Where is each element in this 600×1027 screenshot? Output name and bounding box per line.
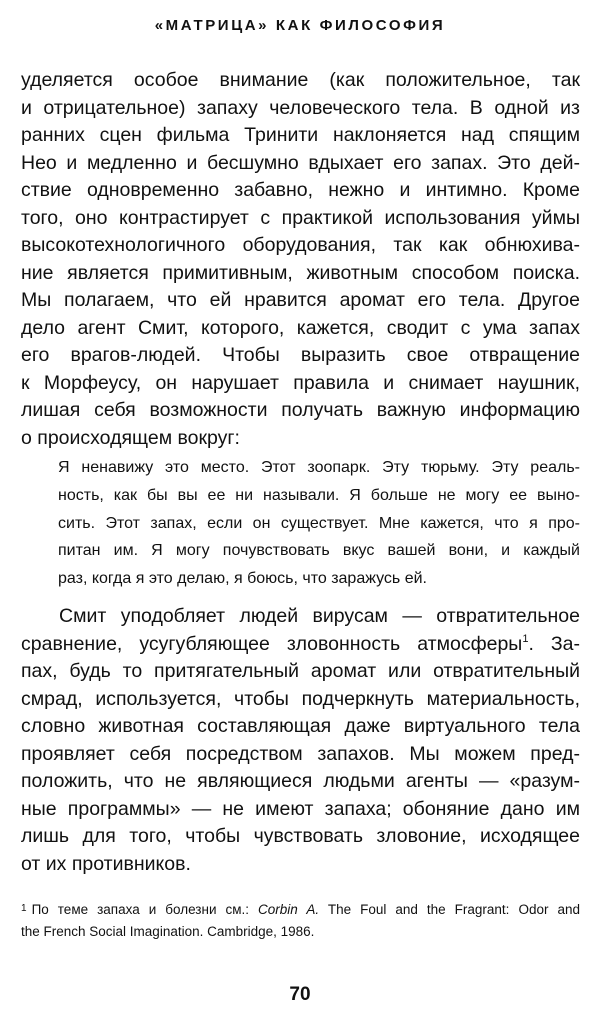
text-line [21, 631, 580, 659]
text-line: того, оно контрастирует с практикой использования уймы [21, 206, 580, 229]
text-line: его врагов-людей. Чтобы выразить свое отвращение [21, 344, 580, 366]
text-line: к Морфеусу, он нарушает правила и снимает наушник, [21, 371, 580, 394]
paragraph-1 [21, 67, 580, 452]
footnote [21, 898, 580, 943]
footnote-reference[interactable]: 1 [522, 632, 529, 645]
page-number: 70 [289, 984, 311, 1005]
footnote-text: По теме запаха и болезни см.: [31, 902, 250, 917]
quote-line: питан им. Я могу почувствовать вкус вашей вони, и каждый [58, 542, 580, 560]
text-line: смрад, используется, чтобы подчеркнуть материальность, [21, 687, 580, 710]
text-line: положить, что не являющиеся людьми агенты — «разум- [21, 770, 580, 792]
text-line: о происходящем вокруг: [21, 426, 240, 449]
footnote-line: the French Social Imagination. Cambridge, 1986. [21, 924, 315, 939]
text-line: дело агент Смит, которого, кажется, сводит с ума запах [21, 316, 580, 339]
text-line: пах, будь то притягательный аромат или отвратительный [21, 660, 580, 682]
text-line: ствие одновременно забавно, нежно и интимно. Кроме [21, 179, 580, 201]
text-line: высокотехнологичного оборудования, так как обнюхива- [21, 234, 580, 256]
text-fragment: сравнение, усугубляющее зловонность атмосферы [21, 632, 523, 655]
block-quote [58, 454, 580, 593]
quote-line: раз, когда я это делаю, я боюсь, что заражусь ей. [58, 570, 427, 588]
quote-line: ность, как бы вы ее ни называли. Я больше не могу ее выно- [58, 486, 580, 504]
text-line: ранних сцен фильма Тринити наклоняется над спящим [21, 124, 580, 146]
text-line: проявляет себя посредством запахов. Мы можем пред- [21, 742, 580, 765]
text-line: Смит уподобляет людей вирусам — отвратительное [59, 605, 580, 627]
footnote-author: Corbin A. [258, 902, 320, 917]
text-line: Нео и медленно и бесшумно вдыхает его запах. Это дей- [21, 151, 580, 174]
text-line: Мы полагаем, что ей нравится аромат его тела. Другое [21, 289, 580, 311]
text-line: от их противников. [21, 852, 191, 875]
text-line: и отрицательное) запаху человеческого тела. В одной из [21, 96, 580, 119]
text-line: лишь для того, чтобы чувствовать зловоние, исходящее [21, 825, 580, 847]
quote-line: Я ненавижу это место. Этот зоопарк. Эту тюрьму. Эту реаль- [58, 459, 580, 476]
text-line: словно животная составляющая даже виртуального тела [21, 715, 580, 737]
text-line: лишая себя возможности получать важную информацию [21, 399, 580, 421]
text-line: уделяется особое внимание (как положительное, так [21, 69, 580, 91]
footnote-marker: 1 [21, 903, 27, 914]
text-line: ные программы» — не имеют запаха; обоняние дано им [21, 797, 580, 820]
text-fragment: . За- [528, 632, 580, 655]
text-line: ние является примитивным, животным способом поиска. [21, 261, 580, 284]
quote-line: сить. Этот запах, если он существует. Мне кажется, что я про- [58, 514, 580, 532]
paragraph-2 [21, 603, 580, 878]
footnote-text: The Foul and the Fragrant: Odor and [327, 902, 580, 917]
running-head: «МАТРИЦА» КАК ФИЛОСОФИЯ [154, 17, 446, 34]
footnote-line [21, 898, 580, 921]
